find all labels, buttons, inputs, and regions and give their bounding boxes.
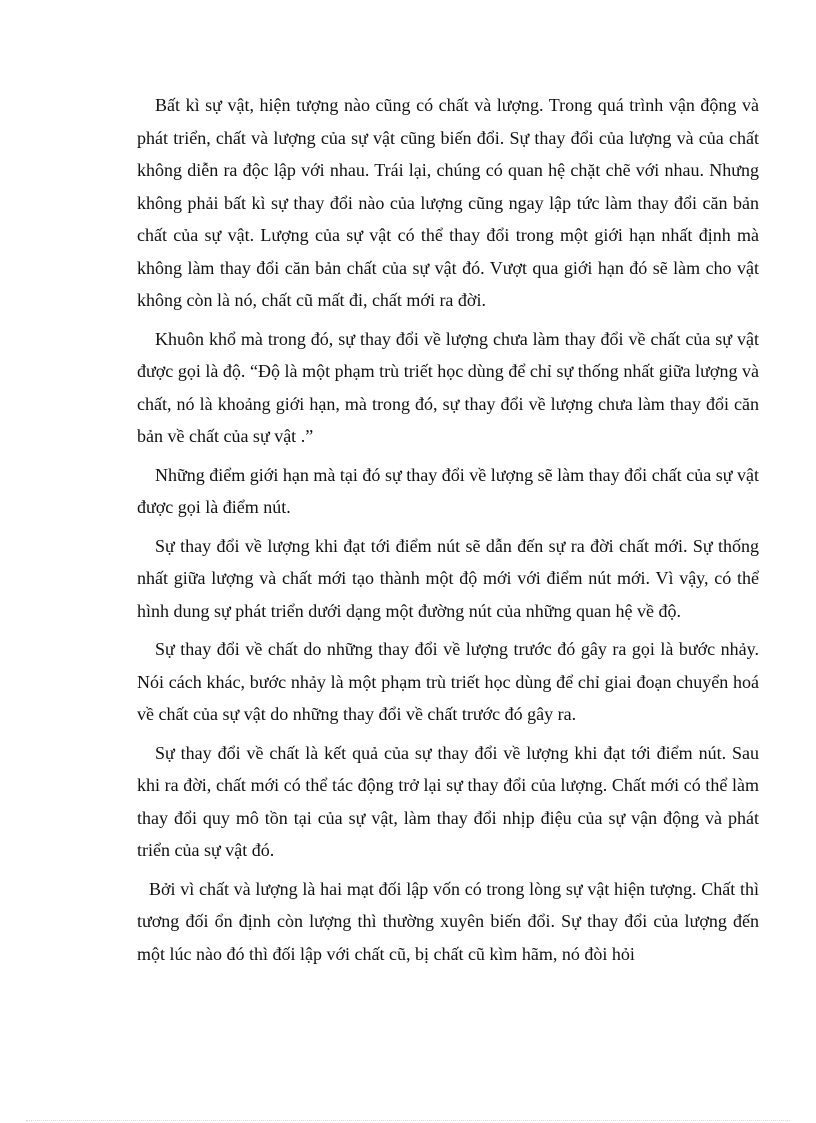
page-bottom-divider — [26, 1120, 790, 1121]
paragraph-3: Những điểm giới hạn mà tại đó sự thay đổi về lượng sẽ làm thay đổi chất của sự vật được gọi là điểm nút. — [137, 464, 759, 517]
paragraph-1: Bất kì sự vật, hiện tượng nào cũng có chất và lượng. Trong quá trình vận động và phát triển, chất và lượng của sự vật cũng biến đổi. Sự thay đổi của lượng và của chất không diễn ra độc lập với nhau. Trái lại, chúng có quan hệ chặt chẽ với nhau. Nhưng không phải bất kì sự thay đổi nào của lượng cũng ngay lập tức làm thay đổi căn bản chất của sự vật. Lượng của sự vật có thể thay đổi trong một giới hạn nhất định mà không làm thay đổi căn bản chất của sự vật đó. Vượt qua giới hạn đó sẽ làm cho vật không còn là nó, chất cũ mất đi, chất mới ra đời. — [137, 95, 759, 310]
paragraph-2: Khuôn khổ mà trong đó, sự thay đổi về lượng chưa làm thay đổi về chất của sự vật được gọi là độ. “Độ là một phạm trù triết học dùng để chỉ sự thống nhất giữa lượng và chất, nó là khoảng giới hạn, mà trong đó, sự thay đổi về lượng chưa làm thay đổi căn bản về chất của sự vật .” — [137, 328, 759, 446]
document-body — [137, 89, 759, 976]
paragraph-7: Bởi vì chất và lượng là hai mạt đối lập vốn có trong lòng sự vật hiện tượng. Chất thì tương đối ổn định còn lượng thì thường xuyên biến đổi. Sự thay đổi của lượng đến một lúc nào đó thì đối lập với chất cũ, bị chất cũ kìm hãm, nó đòi hỏi — [137, 878, 759, 964]
paragraph-4: Sự thay đổi về lượng khi đạt tới điểm nút sẽ dẫn đến sự ra đời chất mới. Sự thống nhất giữa lượng và chất mới tạo thành một độ mới với điểm nút mới. Vì vậy, có thể hình dung sự phát triển dưới dạng một đường nút của những quan hệ về độ. — [137, 535, 759, 621]
paragraph-5: Sự thay đổi về chất do những thay đổi về lượng trước đó gây ra gọi là bước nhảy. Nói cách khác, bước nhảy là một phạm trù triết học dùng để chỉ giai đoạn chuyển hoá về chất của sự vật do những thay đổi về chất trước đó gây ra. — [137, 639, 759, 724]
paragraph-6: Sự thay đổi về chất là kết quả của sự thay đổi về lượng khi đạt tới điểm nút. Sau khi ra đời, chất mới có thể tác động trở lại sự thay đổi của lượng. Chất mới có thể làm thay đổi quy mô tồn tại của sự vật, làm thay đổi nhịp điệu của sự vận động và phát triển của sự vật đó. — [137, 742, 759, 860]
